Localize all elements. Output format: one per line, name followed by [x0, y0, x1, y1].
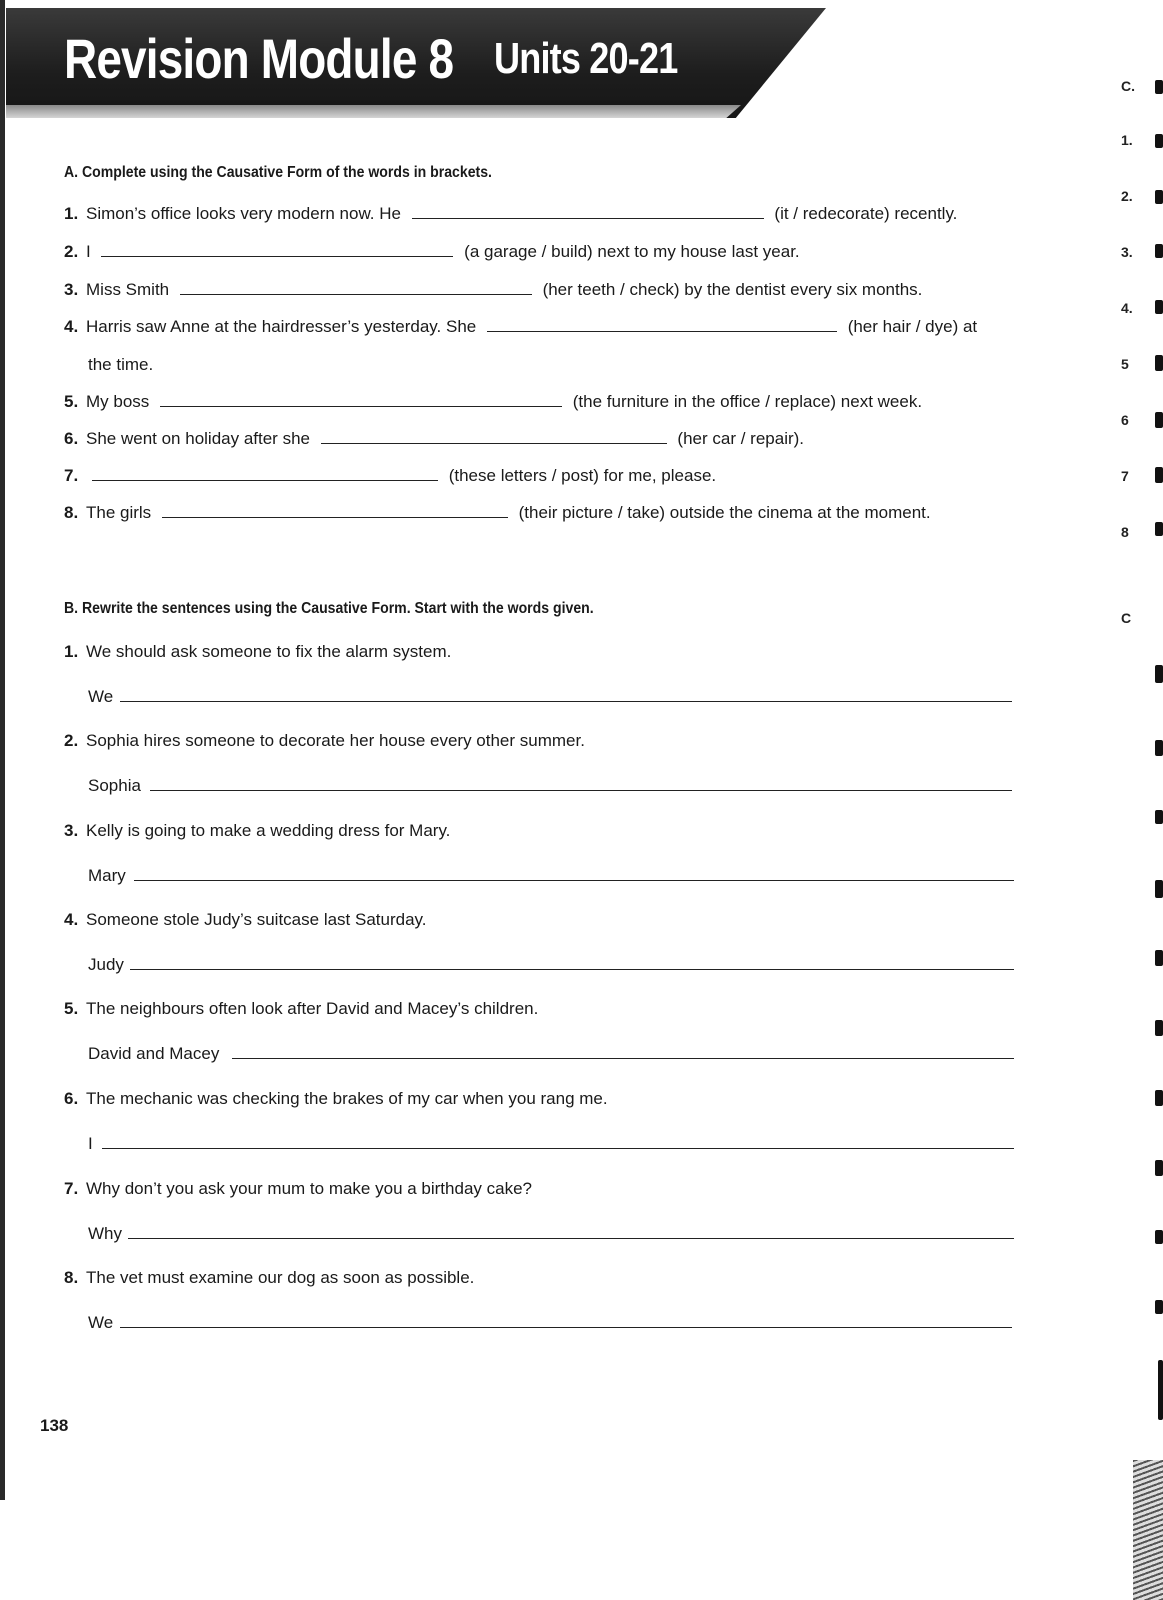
page-curl-edge	[1133, 1460, 1163, 1600]
item-number: 2.	[64, 731, 79, 750]
margin-blot	[1155, 244, 1163, 258]
exercise-b-item-3-sentence	[64, 820, 450, 842]
header-banner-shine	[6, 105, 741, 118]
exercise-a-item-3	[64, 279, 922, 301]
answer-blank[interactable]	[101, 255, 453, 257]
exercise-b-item-2-start: Sophia	[88, 776, 141, 795]
exercise-a-item-5	[64, 391, 922, 413]
exercise-b-item-6-sentence	[64, 1088, 608, 1110]
margin-mark: C.	[1121, 78, 1135, 94]
margin-blot	[1155, 80, 1163, 94]
answer-blank[interactable]	[180, 293, 532, 295]
item-number: 4.	[64, 317, 79, 336]
item-text-after: (the furniture in the office / replace) next week.	[568, 392, 923, 411]
item-text-before: Miss Smith	[86, 280, 174, 299]
item-text-after: (these letters / post) for me, please.	[444, 466, 717, 485]
item-text-before: The girls	[86, 503, 156, 522]
exercise-a-item-2	[64, 241, 800, 263]
item-text-before: My boss	[86, 392, 155, 411]
margin-blot	[1158, 1360, 1163, 1420]
margin-mark: C	[1121, 610, 1132, 626]
item-number: 2.	[64, 242, 79, 261]
page-title	[64, 26, 678, 91]
exercise-b-item-1-answer-line[interactable]	[120, 701, 1012, 702]
item-number: 5.	[64, 999, 79, 1018]
binding-edge	[0, 0, 5, 1500]
item-text-after: (a garage / build) next to my house last year.	[459, 242, 800, 261]
exercise-b-item-6-answer-line[interactable]	[102, 1148, 1014, 1149]
item-number: 7.	[64, 1179, 79, 1198]
margin-blot	[1155, 1300, 1163, 1314]
exercise-b-item-1-start: We	[88, 687, 114, 706]
margin-blot	[1155, 810, 1163, 824]
exercise-b-item-1-sentence	[64, 641, 451, 663]
exercise-a-item-4	[64, 316, 977, 338]
item-number: 4.	[64, 910, 79, 929]
item-text-before: I	[86, 242, 96, 261]
item-text-after: (it / redecorate) recently.	[769, 204, 958, 223]
item-sentence: Sophia hires someone to decorate her house every other summer.	[86, 731, 585, 750]
answer-blank[interactable]	[321, 442, 667, 444]
item-number: 3.	[64, 821, 79, 840]
item-text-after: (her car / repair).	[672, 429, 805, 448]
exercise-b-item-3-start: Mary	[88, 866, 126, 885]
margin-blot	[1155, 355, 1163, 371]
units-subtitle: Units 20-21	[494, 34, 678, 83]
section-b-instruction: B. Rewrite the sentences using the Causative Form. Start with the words given.	[64, 600, 594, 617]
exercise-b-item-7-start: Why	[88, 1224, 122, 1243]
answer-blank[interactable]	[160, 405, 562, 407]
margin-blot	[1155, 1160, 1163, 1176]
facing-page-margin	[1093, 0, 1163, 1600]
exercise-b-item-4-start: Judy	[88, 955, 124, 974]
margin-blot	[1155, 134, 1163, 148]
answer-blank[interactable]	[487, 330, 837, 332]
item-number: 5.	[64, 392, 79, 411]
margin-mark: 4.	[1121, 300, 1133, 316]
exercise-a-item-6	[64, 428, 804, 450]
exercise-a-item-4-continuation: the time.	[88, 355, 154, 374]
exercise-b-item-3-answer-line[interactable]	[134, 880, 1014, 881]
item-sentence: The neighbours often look after David and Macey’s children.	[86, 999, 539, 1018]
item-text-after: (her hair / dye) at	[842, 317, 978, 336]
page-number: 138	[40, 1416, 69, 1435]
item-sentence: Why don’t you ask your mum to make you a birthday cake?	[86, 1179, 532, 1198]
exercise-b-item-8-answer-line[interactable]	[120, 1327, 1012, 1328]
item-number: 1.	[64, 642, 79, 661]
item-number: 3.	[64, 280, 79, 299]
exercise-b-item-2-answer-line[interactable]	[150, 790, 1012, 791]
exercise-a-item-8	[64, 502, 931, 524]
item-number: 6.	[64, 429, 79, 448]
answer-blank[interactable]	[412, 217, 764, 219]
answer-blank[interactable]	[92, 479, 438, 481]
item-number: 6.	[64, 1089, 79, 1108]
exercise-b-item-8-sentence	[64, 1267, 474, 1289]
item-number: 1.	[64, 204, 79, 223]
margin-mark: 6	[1121, 412, 1129, 428]
margin-mark: 1.	[1121, 132, 1133, 148]
item-sentence: The mechanic was checking the brakes of my car when you rang me.	[86, 1089, 608, 1108]
exercise-b-item-8-start: We	[88, 1313, 114, 1332]
margin-mark: 8	[1121, 524, 1129, 540]
item-number: 8.	[64, 503, 79, 522]
exercise-b-item-7-sentence	[64, 1178, 532, 1200]
exercise-b-item-5-answer-line[interactable]	[232, 1058, 1014, 1059]
margin-blot	[1155, 1020, 1163, 1036]
margin-mark: 7	[1121, 468, 1129, 484]
margin-blot	[1155, 1230, 1163, 1244]
exercise-b-item-5-start: David and Macey	[88, 1044, 220, 1063]
item-sentence: Kelly is going to make a wedding dress for Mary.	[86, 821, 451, 840]
item-text-after: (her teeth / check) by the dentist every six months.	[537, 280, 923, 299]
exercise-b-item-2-sentence	[64, 730, 585, 752]
item-number: 8.	[64, 1268, 79, 1287]
margin-blot	[1155, 1090, 1163, 1106]
exercise-b-item-6-start: I	[88, 1134, 93, 1153]
margin-blot	[1155, 190, 1163, 204]
section-a-instruction: A. Complete using the Causative Form of the words in brackets.	[64, 164, 492, 181]
margin-blot	[1155, 950, 1163, 966]
item-text-before: Simon’s office looks very modern now. He	[86, 204, 406, 223]
margin-blot	[1155, 740, 1163, 756]
item-sentence: The vet must examine our dog as soon as possible.	[86, 1268, 475, 1287]
module-title: Revision Module 8	[64, 27, 454, 90]
margin-blot	[1155, 665, 1163, 683]
margin-blot	[1155, 467, 1163, 483]
margin-blot	[1155, 522, 1163, 536]
exercise-b-item-4-sentence	[64, 909, 427, 931]
item-number: 7.	[64, 466, 79, 485]
exercise-b-item-4-answer-line[interactable]	[130, 969, 1014, 970]
margin-blot	[1155, 880, 1163, 898]
margin-mark: 3.	[1121, 244, 1133, 260]
margin-blot	[1155, 300, 1163, 314]
item-sentence: We should ask someone to fix the alarm system.	[86, 642, 452, 661]
exercise-b-item-5-sentence	[64, 998, 538, 1020]
exercise-b-item-7-answer-line[interactable]	[128, 1238, 1014, 1239]
item-sentence: Someone stole Judy’s suitcase last Saturday.	[86, 910, 427, 929]
item-text-before: She went on holiday after she	[86, 429, 315, 448]
item-text-after: (their picture / take) outside the cinema at the moment.	[513, 503, 931, 522]
margin-mark: 2.	[1121, 188, 1133, 204]
item-text-before: Harris saw Anne at the hairdresser’s yesterday. She	[86, 317, 481, 336]
margin-blot	[1155, 412, 1163, 428]
exercise-a-item-1	[64, 203, 957, 225]
answer-blank[interactable]	[162, 516, 508, 518]
margin-mark: 5	[1121, 356, 1129, 372]
exercise-a-item-7	[64, 465, 716, 487]
